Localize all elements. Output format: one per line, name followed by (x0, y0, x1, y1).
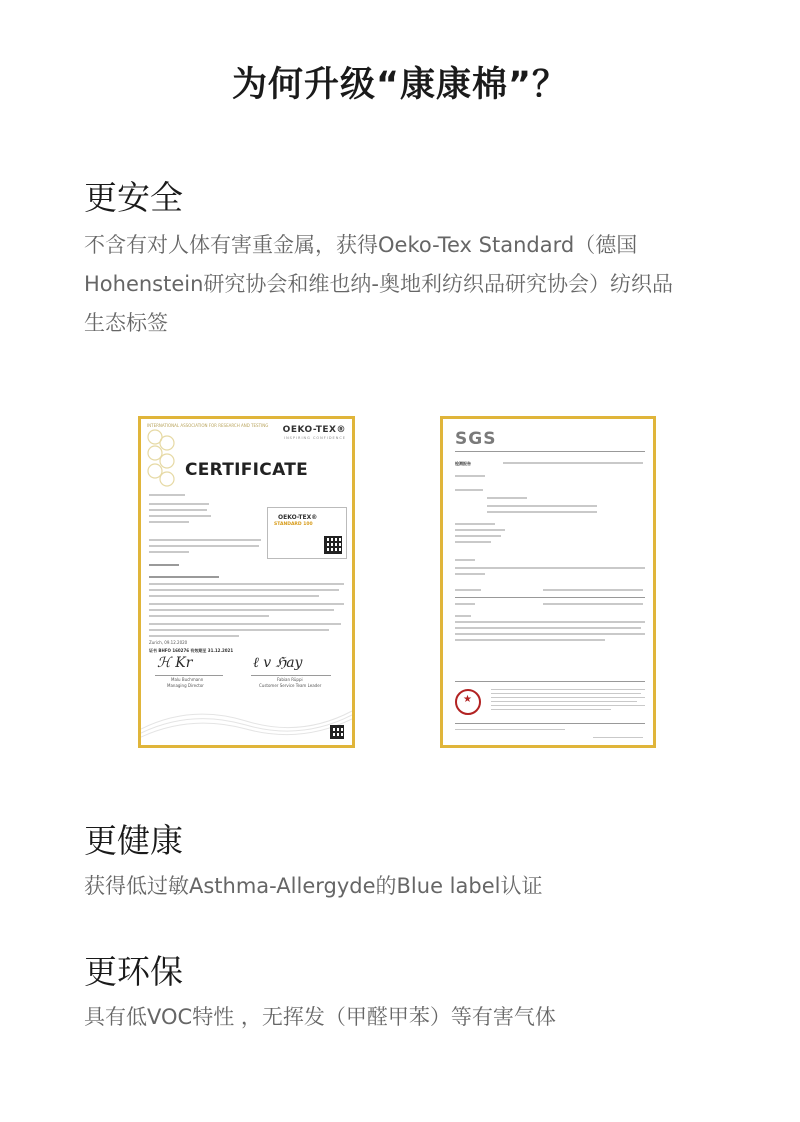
wave-decoration-icon (141, 699, 352, 739)
qr-code-icon (330, 725, 344, 739)
signer-2-title: Customer Service Team Leader (259, 683, 322, 688)
qr-code-icon (324, 536, 342, 554)
sgs-logo: SGS (455, 429, 497, 449)
section-body-health: 获得低过敏Asthma-Allergyde的Blue label认证 (84, 874, 543, 898)
section-heading-eco: 更环保 (84, 952, 183, 991)
signer-1-title: Managing Director (167, 683, 204, 688)
signer-2-name: Fabian Rüppi (277, 677, 303, 682)
section-heading-safe: 更安全 (84, 178, 183, 217)
oeko-tex-certificate-image: INTERNATIONAL ASSOCIATION FOR RESEARCH AND TESTING OEKO-TEX® INSPIRING CONFIDENCE CERTIFICATE OEKO-TEX® STANDARD 100 Zurich, 09.12.2020 证书 BHFO 160276 有效期至 31.12.2021 ℋ Kr ℓ v ℌay Malu Buchmann Managing Director Fabian Rüppi Customer Service Team Leader (138, 416, 355, 748)
report-label: 检测报告 (455, 461, 471, 466)
sgs-seal-stamp-icon: ★ (455, 689, 481, 715)
standard-100-label: OEKO-TEX® STANDARD 100 (267, 507, 347, 559)
section-body-safe: 不含有对人体有害重金属，获得Oeko-Tex Standard（德国Hohenstein研究协会和维也纳-奥地利纺织品研究协会）纺织品生态标签 (84, 233, 673, 335)
signer-1-name: Malu Buchmann (171, 677, 204, 682)
section-heading-health: 更健康 (84, 821, 183, 860)
oeko-tex-logo: OEKO-TEX® (282, 425, 346, 435)
section-body-eco: 具有低VOC特性 ，无挥发（甲醛甲苯）等有害气体 (84, 1005, 556, 1029)
certificate-date: Zurich, 09.12.2020 (149, 640, 188, 645)
certificate-validity: 证书 BHFO 160276 有效期至 31.12.2021 (149, 648, 234, 653)
certificate-title: CERTIFICATE (184, 460, 309, 480)
sgs-test-report-image (440, 416, 656, 748)
signature-2: ℓ v ℌay (253, 655, 303, 671)
oeko-tex-decoration-icon (145, 423, 179, 493)
signature-1: ℋ Kr (157, 655, 193, 671)
page-title: 为何升级“康康棉”？ (231, 65, 568, 105)
oeko-tex-tagline: INSPIRING CONFIDENCE (284, 436, 346, 440)
